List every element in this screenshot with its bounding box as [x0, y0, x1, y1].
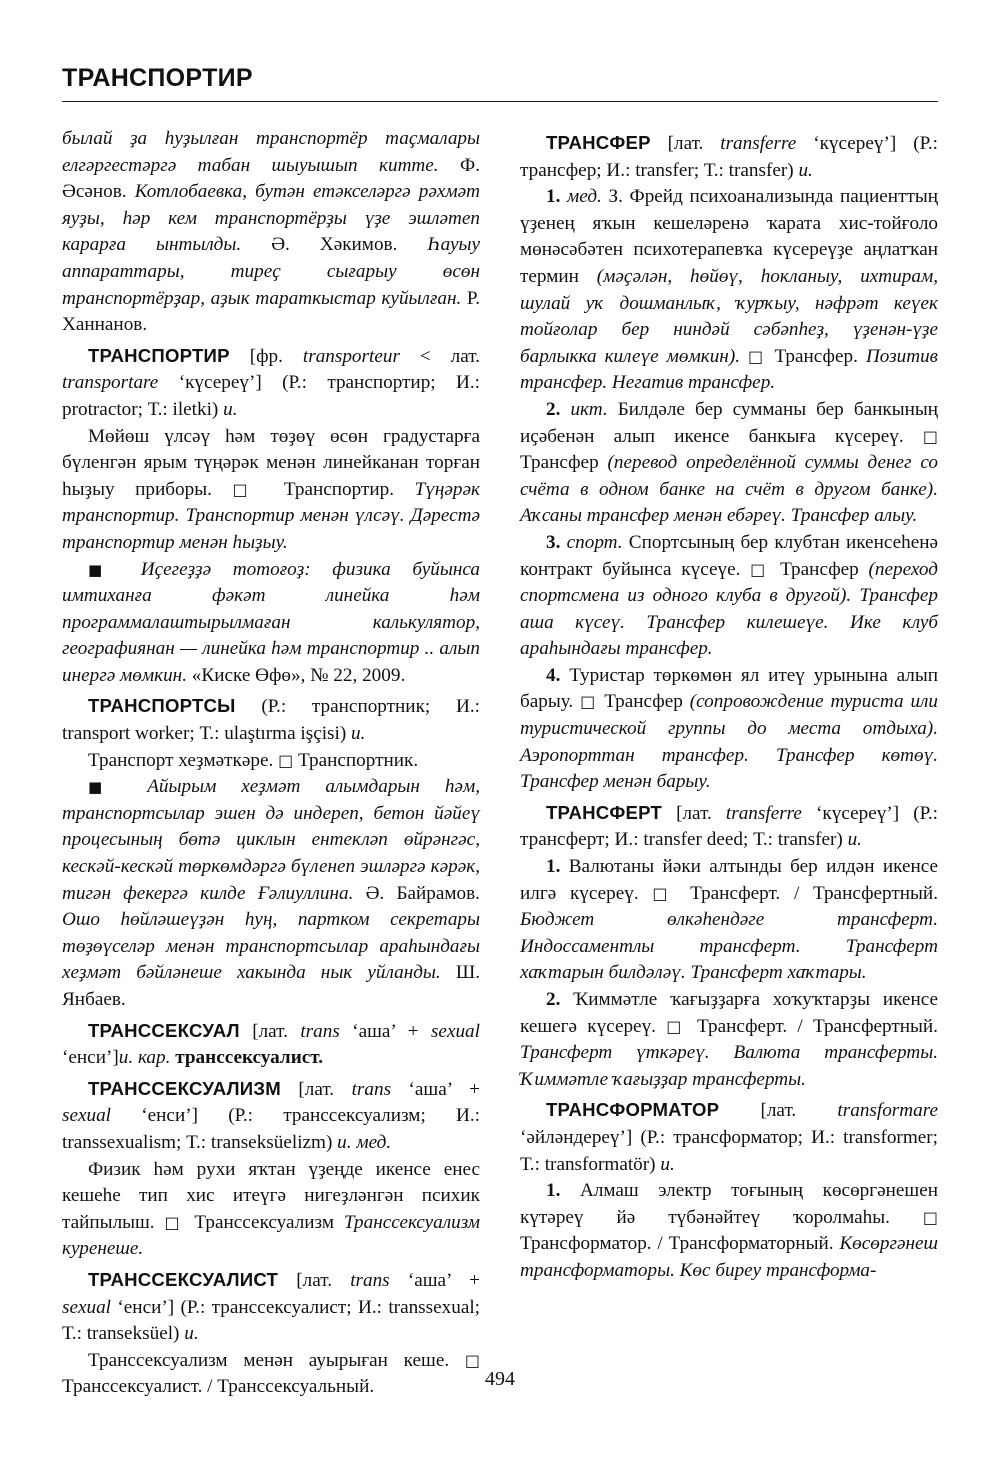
italic-text: (переход спортсмена из одного клуба в другой). Трансфер аша күсеү. Трансфер килешеүе. Ике клуб араһындағы трансфер. — [520, 558, 938, 660]
text-run: ‘күсереү’] (Р.: трансферт; И.: transfer deed; Т.: transfer) — [520, 802, 938, 851]
bold-text: 2. — [546, 398, 561, 420]
definition-paragraph — [520, 397, 938, 530]
header-rule — [62, 101, 938, 102]
equivalent-marker-icon: □ — [922, 1207, 938, 1227]
text-run: ‘күсереү’] (Р.: транспортир; И.: protractor; Т.: iletki) — [62, 372, 480, 420]
definition-paragraph — [520, 854, 938, 987]
text-run: Алмаш электр тоғының көсөргәнешен күтәреү йә түбәнәйтеү ҡоролмаһы. — [520, 1180, 938, 1228]
text-run: (Р.: транспортник; И.: transport worker; Т.: ulaştırma işçisi) — [62, 696, 480, 745]
text-run: [лат. — [719, 1100, 838, 1122]
text-run: Транссексуализм менән ауырыған кеше. — [88, 1349, 465, 1371]
text-run: Ә. Байрамов. — [353, 882, 480, 904]
text-run: Физик һәм рухи яҡтан үҙеңде икенсе енес кешеһе тип хис итеүгә нигеҙләнгән психик тайпылыш. — [62, 1158, 480, 1233]
dictionary-entry-heading — [520, 1097, 938, 1178]
italic-text: и. — [660, 1153, 675, 1175]
equivalent-marker-icon: □ — [666, 1016, 687, 1036]
italic-text: Көсөргәнеш трансформаторы. Көс биреу трансформа- — [520, 1233, 938, 1281]
italic-text: (перевод определённой суммы денег со счёта в одном банке на счёт в другом банке). Аҡсаны трансфер менән ебәреү. Трансфер алыу. — [520, 452, 938, 527]
text-run: [лат. — [662, 802, 726, 824]
bold-text: транссексуалист. — [175, 1047, 324, 1069]
equivalent-marker-icon: □ — [278, 750, 294, 770]
italic-text: и. мед. — [337, 1131, 392, 1153]
illustration-marker-icon: ■ — [88, 560, 120, 579]
headword: ТРАНССЕКСУАЛИЗМ — [88, 1077, 281, 1099]
italic-text: transportare — [62, 372, 159, 394]
italic-text: trans — [350, 1269, 390, 1291]
equivalent-marker-icon: □ — [922, 426, 938, 446]
page-number: 494 — [485, 1368, 515, 1390]
bold-text: 1. — [546, 856, 561, 878]
text-run: ‘аша’ + — [391, 1078, 480, 1100]
text-run: Ф. Әсәнов. — [62, 154, 480, 203]
italic-text: Транссексуализм куренеше. — [62, 1211, 480, 1260]
italic-text: и. кар. — [118, 1047, 171, 1069]
text-run: ‘аша’ + — [389, 1269, 480, 1291]
equivalent-marker-icon: □ — [580, 692, 598, 712]
text-run: ‘әйләндереү’] (Р.: трансформатор; И.: transformer; Т.: transformatör) — [520, 1126, 938, 1175]
headword: ТРАНСФЕРТ — [546, 801, 662, 823]
italic-text: sexual — [430, 1020, 480, 1042]
definition-paragraph — [520, 663, 938, 796]
right-column — [520, 126, 938, 1285]
text-run: Трансфер — [520, 452, 608, 474]
italic-text: Бюджет өлкәһендәге трансферт. Индоссаментлы трансферт. Трансферт хаҡтарын билдәләү. Трансферт хаҡтары. — [520, 909, 938, 984]
italic-text: sexual — [62, 1105, 112, 1127]
italic-text: Һауыу аппараттары, тиреҫ сығарыу өсөн транспортёрҙар, аҙык тараткыстар куйылған. — [62, 234, 480, 309]
definition-paragraph — [62, 126, 480, 339]
text-run: Трансферт. / Трансфертный. — [686, 1015, 938, 1037]
dictionary-entry-heading — [520, 130, 938, 184]
text-run: [лат. — [280, 1078, 352, 1100]
dictionary-entry-heading — [520, 800, 938, 854]
equivalent-marker-icon: □ — [750, 559, 771, 579]
text-run: Трансформатор. / Трансформаторный. — [520, 1233, 840, 1255]
equivalent-marker-icon: □ — [164, 1212, 185, 1232]
text-run: ‘енси’] (Р.: транссексуалист; И.: transsexual; Т.: transeksüel) — [62, 1296, 480, 1345]
bold-text: 4. — [546, 664, 561, 686]
text-run: [лат. — [650, 133, 721, 154]
bold-text: 2. — [546, 989, 561, 1010]
text-run: Трансферт. / Трансфертный. — [676, 882, 938, 904]
running-title: ТРАНСПОРТИР — [62, 64, 253, 92]
italic-text: (сопровождение туриста или туристической группы до места отдыха). Аэропорттан трансфер. Трансфер көтөү. Трансфер менән барыу. — [520, 691, 938, 793]
definition-paragraph — [62, 1157, 480, 1263]
illustration-marker-icon: ■ — [88, 778, 123, 797]
text-run: Туристар төркөмөн ял итеү урынына алып барыу. — [520, 664, 938, 713]
text-run: ‘күсереү’] (Р.: трансфер; И.: transfer; Т.: transfer) — [520, 133, 938, 181]
italic-text: и. — [223, 398, 238, 420]
headword: ТРАНССЕКСУАЛИСТ — [88, 1268, 279, 1290]
headword: ТРАНСПОРТИР — [88, 344, 230, 366]
italic-text: спорт. — [566, 531, 623, 553]
headword: ТРАНСПОРТСЫ — [88, 695, 236, 717]
text-run: < лат. — [399, 345, 481, 367]
dictionary-entry-heading — [62, 693, 480, 747]
text-run: Трансфер — [597, 691, 690, 713]
definition-paragraph — [62, 424, 480, 557]
text-run: Ә. Хәкимов. — [241, 234, 428, 256]
text-run: ‘енси’] — [62, 1047, 119, 1069]
text-run — [560, 399, 570, 420]
equivalent-marker-icon: □ — [652, 883, 677, 903]
equivalent-marker-icon: □ — [748, 346, 767, 366]
italic-text: и. — [847, 829, 862, 851]
italic-text: Ошо һөйләшеүҙән һуң, партком секретары төҙөүселәр менән транспортсылар араһындағы хеҙмәт бәйләнеше хакында нык уйланды. — [62, 909, 480, 984]
dictionary-entry-heading — [62, 1018, 480, 1072]
definition-paragraph — [520, 184, 938, 397]
text-run: Транспортир. — [263, 478, 415, 500]
bold-text: 1. — [546, 186, 561, 208]
italic-text: (мәҫәлән, һөйөү, һокланыу, ихтирам, шулай уҡ дошманлыҡ, ҡурҡыу, нәфрәт кеүек тойғолар бер ниндәй сәбәпһеҙ, үҙенән-үҙе барлыкка килеүе мөмкин). — [520, 265, 938, 367]
dictionary-entry-heading — [62, 1267, 480, 1348]
left-column — [62, 126, 480, 1401]
italic-text: Айырым хеҙмәт алымдарын һәм, транспортсылар эшен дә индереп, бетон йәйеү процесының бөтә циклын ентекләп өйрәнгәс, кескәй-кескәй төркөмдәргә бүленеп эшләргә кәрәк, тигән фекергә килде Ғәлиуллина. — [62, 776, 480, 904]
equivalent-marker-icon: □ — [232, 479, 264, 499]
italic-text: и. — [184, 1323, 199, 1345]
italic-text: мед. — [567, 186, 602, 208]
text-run: Р. Ханнанов. — [62, 287, 480, 336]
definition-paragraph — [62, 748, 480, 775]
italic-text: transporteur — [302, 345, 400, 367]
italic-text: былай ҙа һуҙылған транспортёр таҫмалары елгәргестәргә табан шыуышып китте. — [62, 128, 480, 176]
text-run: [лат. — [239, 1020, 301, 1042]
headword: ТРАНСФЕР — [546, 132, 651, 153]
text-run: Мөйөш үлсәү һәм төҙөү өсөн градустарға бүленгән ярым түңәрәк менән линейканан торған һыҙыу приборы. — [62, 425, 480, 500]
text-run: [фр. — [229, 345, 303, 367]
text-run: Ҡиммәтле ҡағыҙҙарға хоҡуҡтарҙы икенсе кешегә күсереү. — [520, 989, 938, 1037]
italic-text: Котлобаевка, бутән етәкселәргә рәхмәт яуҙы, һәр кем транспортёрҙы үҙе эшләтеп карарға ынтылды. — [62, 181, 480, 256]
bold-text: 1. — [546, 1180, 561, 1202]
definition-paragraph — [520, 987, 938, 1093]
text-run: З. Фрейд психоанализында пациенттың үҙенең яҡын кешеләренә ҡарата хис-тойғоло мөнәсәбәтен психотерапевҡа күсереүҙе аңлатҡан термин — [520, 186, 939, 287]
text-run — [740, 346, 748, 367]
text-run: Валютаны йәки алтынды бер илдән икенсе илгә күсереү. — [520, 856, 938, 904]
text-run: Трансфер. — [766, 345, 866, 367]
text-run: Билдәле бер сумманы бер банкының иҫәбенән алып икенсе банкыға күсереү. — [520, 398, 939, 447]
bold-text: 3. — [546, 531, 561, 553]
text-run: Трансфер — [770, 558, 869, 580]
definition-paragraph — [520, 1178, 938, 1284]
italic-text: trans — [300, 1020, 340, 1042]
equivalent-marker-icon: □ — [464, 1350, 480, 1370]
text-run: Транссексуалист. / Транссексуальный. — [62, 1376, 375, 1398]
italic-text: transferre — [720, 133, 797, 154]
dictionary-entry-heading — [62, 1076, 480, 1157]
italic-text: Позитив трансфер. Негатив трансфер. — [520, 345, 938, 394]
definition-paragraph — [62, 774, 480, 1013]
text-run: Транспортник. — [293, 749, 419, 771]
italic-text: Иҫегеҙҙә тотоғоҙ: физика буйынса имтиханға фәкәт линейка һәм программалаштырылмаған калькулятор, географиянан — линейка һәм транспортир .. алып инергә мөмкин. — [62, 558, 480, 686]
italic-text: Түңәрәк транспортир. Транспортир менән үлсәү. Дәрестә транспортир менән һыҙыу. — [62, 478, 480, 553]
definition-paragraph — [520, 530, 938, 663]
dictionary-entry-heading — [62, 343, 480, 424]
definition-paragraph — [62, 557, 480, 690]
text-run: Транссексуализм — [184, 1211, 344, 1233]
headword: ТРАНССЕКСУАЛ — [88, 1019, 240, 1041]
italic-text: transferre — [725, 802, 802, 824]
italic-text: Трансферт үткәреү. Валюта трансферты. Ҡиммәтле ҡағыҙҙар трансферты. — [520, 1042, 938, 1090]
text-run: [лат. — [278, 1269, 351, 1291]
text-run: ‘аша’ + — [339, 1020, 431, 1042]
text-run: Транспорт хеҙмәткәре. — [88, 749, 279, 771]
text-run: Ш. Янбаев. — [62, 962, 480, 1010]
headword: ТРАНСФОРМАТОР — [546, 1099, 720, 1121]
text-run: ‘енси’] (Р.: транссексуализм; И.: transsexualism; Т.: transeksüelizm) — [62, 1105, 480, 1153]
italic-text: transformare — [837, 1100, 938, 1122]
italic-text: и. — [351, 723, 366, 745]
text-run: Спортсының бер клубтан икенсеһенә контракт буйынса күсеүе. — [520, 531, 939, 580]
text-run: «Киске Өфө», № 22, 2009. — [187, 664, 406, 686]
italic-text: sexual — [62, 1296, 112, 1318]
italic-text: и. — [798, 159, 813, 181]
italic-text: икт. — [570, 398, 608, 420]
italic-text: trans — [351, 1078, 392, 1100]
